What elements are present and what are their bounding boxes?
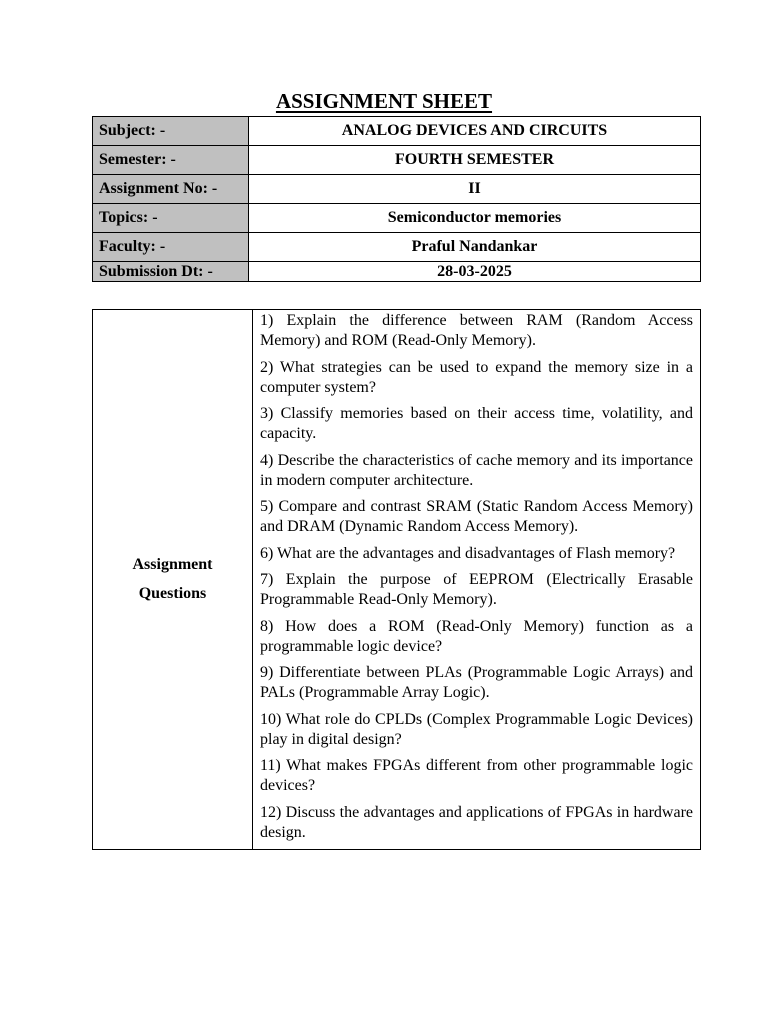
questions-list — [253, 310, 701, 850]
assignment-no-value: II — [249, 175, 701, 204]
question-item: 6) What are the advantages and disadvantages of Flash memory? — [260, 544, 676, 562]
question-item: 8) How does a ROM (Read-Only Memory) function as a programmable logic device? — [260, 617, 693, 655]
topics-row — [93, 204, 701, 233]
question-item: 4) Describe the characteristics of cache memory and its importance in modern computer architecture. — [260, 451, 693, 489]
faculty-label: Faculty: - — [93, 233, 249, 262]
page-title-text: ASSIGNMENT SHEET — [275, 89, 493, 113]
faculty-value: Praful Nandankar — [249, 233, 701, 262]
submission-label: Submission Dt: - — [93, 262, 249, 282]
faculty-row — [93, 233, 701, 262]
question-item: 12) Discuss the advantages and applications of FPGAs in hardware design. — [260, 803, 693, 841]
topics-label: Topics: - — [93, 204, 249, 233]
subject-value: ANALOG DEVICES AND CIRCUITS — [249, 117, 701, 146]
question-item: 9) Differentiate between PLAs (Programmable Logic Arrays) and PALs (Programmable Array Logic). — [260, 664, 693, 701]
assignment-info-table — [92, 116, 701, 282]
questions-table — [92, 309, 701, 850]
question-item: 5) Compare and contrast SRAM (Static Random Access Memory) and DRAM (Dynamic Random Access Memory). — [260, 498, 693, 535]
questions-label-line1: Assignment — [132, 556, 213, 574]
question-item: 10) What role do CPLDs (Complex Programmable Logic Devices) play in digital design? — [260, 710, 693, 748]
subject-row — [93, 117, 701, 146]
assignment-no-label: Assignment No: - — [93, 175, 249, 204]
page-title — [0, 88, 768, 114]
question-item: 3) Classify memories based on their access time, volatility, and capacity. — [260, 405, 693, 442]
submission-row — [93, 262, 701, 282]
submission-value: 28-03-2025 — [249, 262, 701, 282]
questions-row — [93, 310, 701, 850]
assignment-no-row — [93, 175, 701, 204]
questions-label-line2: Questions — [138, 585, 207, 603]
question-item: 1) Explain the difference between RAM (Random Access Memory) and ROM (Read-Only Memory). — [260, 312, 693, 349]
question-item: 7) Explain the purpose of EEPROM (Electrically Erasable Programmable Read-Only Memory). — [260, 571, 693, 608]
subject-label: Subject: - — [93, 117, 249, 146]
semester-value: FOURTH SEMESTER — [249, 146, 701, 175]
topics-value: Semiconductor memories — [249, 204, 701, 233]
question-item: 11) What makes FPGAs different from other programmable logic devices? — [260, 757, 693, 794]
semester-label: Semester: - — [93, 146, 249, 175]
semester-row — [93, 146, 701, 175]
questions-label-cell — [93, 310, 253, 850]
question-item: 2) What strategies can be used to expand the memory size in a computer system? — [260, 358, 693, 396]
